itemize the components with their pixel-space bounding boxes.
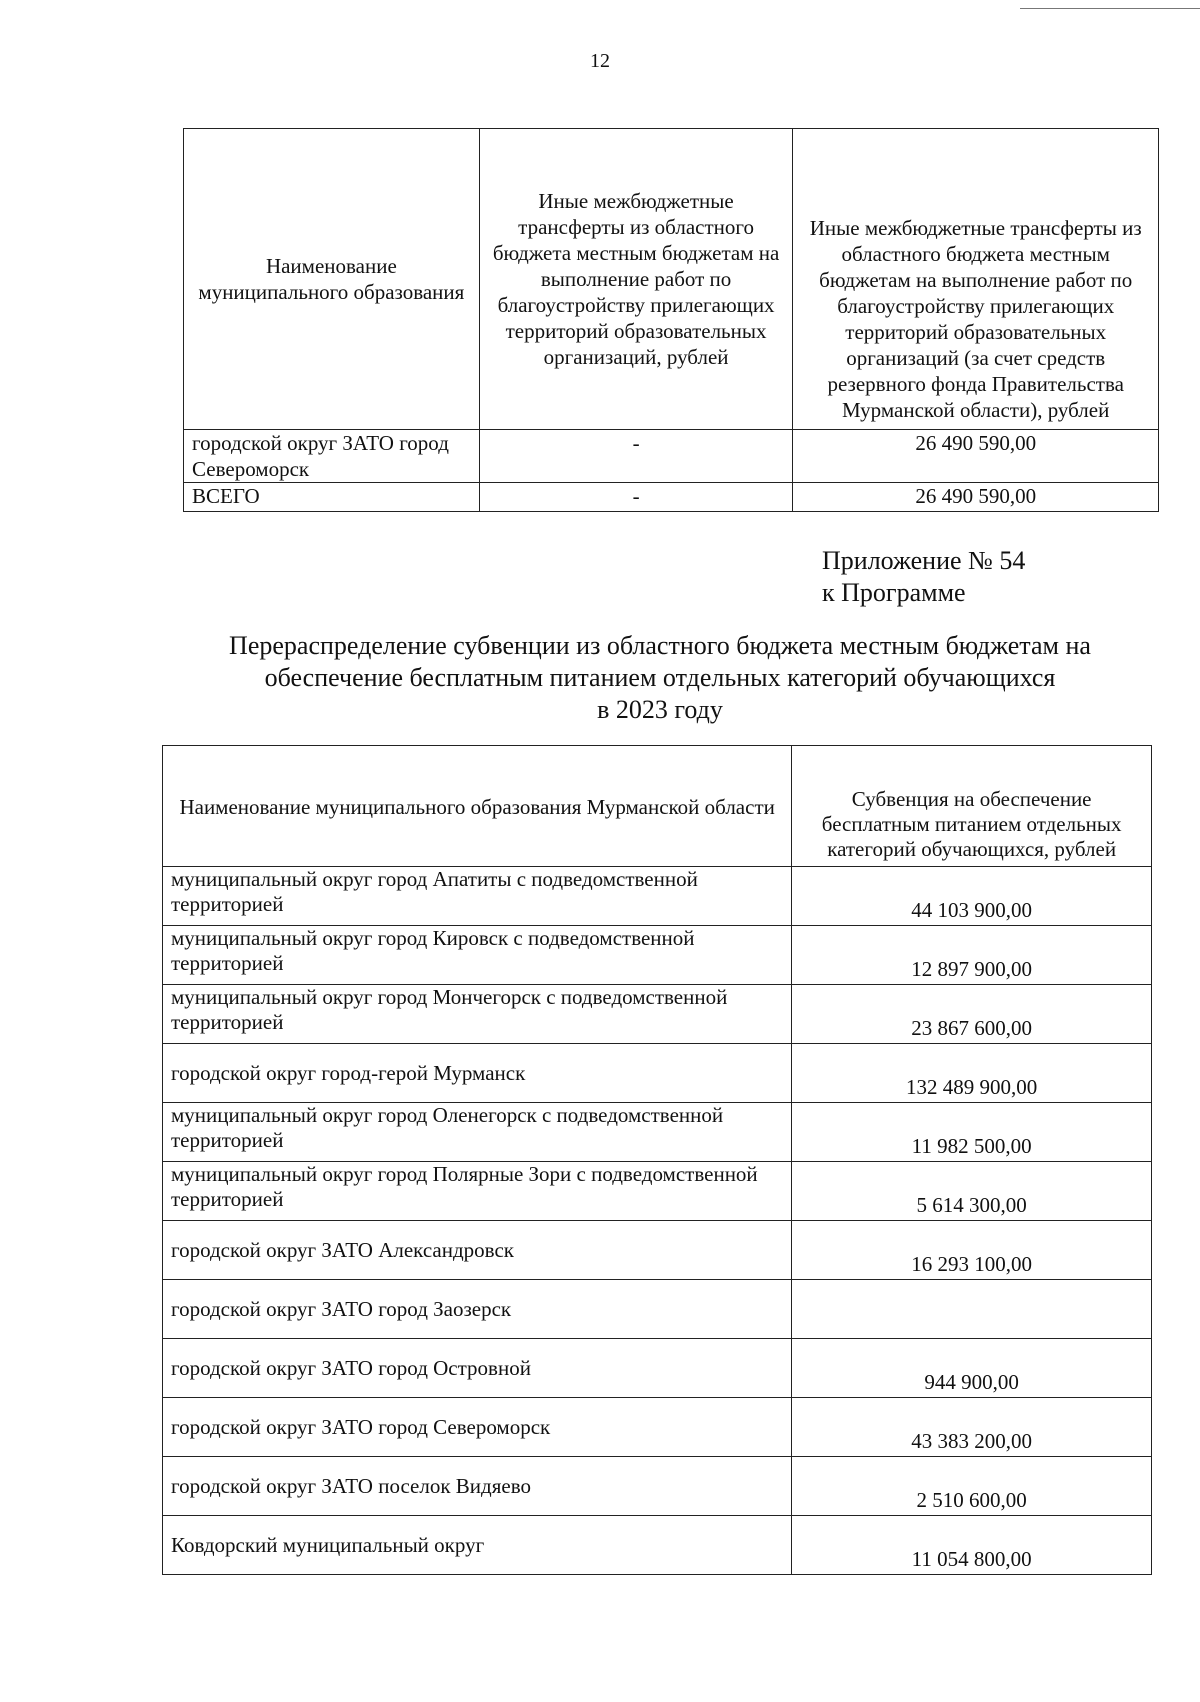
annex-caption — [822, 545, 1025, 609]
row-value: 43 383 200,00 — [792, 1398, 1152, 1457]
annex-reference: к Программе — [822, 578, 966, 607]
row-value: - — [479, 430, 793, 483]
header-municipality: Наименование муниципального образования Мурманской области — [163, 746, 792, 867]
row-name: городской округ ЗАТО город Североморск — [163, 1398, 792, 1457]
total-value: - — [479, 483, 793, 512]
row-name: муниципальный округ город Мончегорск с подведомственной территорией — [163, 985, 792, 1044]
table-row — [163, 985, 1152, 1044]
header-transfers: Иные межбюджетные трансферты из областного бюджета местным бюджетам на выполнение работ по благоустройству прилегающих территорий образовательных организаций, рублей — [479, 129, 793, 430]
annex-number: Приложение № 54 — [822, 546, 1026, 575]
row-value: 2 510 600,00 — [792, 1457, 1152, 1516]
row-name: муниципальный округ город Апатиты с подведомственной территорией — [163, 867, 792, 926]
total-label: ВСЕГО — [184, 483, 480, 512]
row-name: городской округ город-герой Мурманск — [163, 1044, 792, 1103]
row-value: 132 489 900,00 — [792, 1044, 1152, 1103]
row-name: муниципальный округ город Кировск с подведомственной территорией — [163, 926, 792, 985]
section-title — [160, 630, 1160, 726]
row-name: городской округ ЗАТО поселок Видяево — [163, 1457, 792, 1516]
row-value: 5 614 300,00 — [792, 1162, 1152, 1221]
table-row — [163, 1103, 1152, 1162]
row-value: 44 103 900,00 — [792, 867, 1152, 926]
scan-edge-line — [1020, 8, 1200, 9]
row-value: 12 897 900,00 — [792, 926, 1152, 985]
row-name: Ковдорский муниципальный округ — [163, 1516, 792, 1575]
subvention-table — [162, 745, 1152, 1575]
header-subvention: Субвенция на обеспечение бесплатным питанием отдельных категорий обучающихся, рублей — [792, 746, 1152, 867]
table-row — [184, 430, 1159, 483]
total-value: 26 490 590,00 — [793, 483, 1159, 512]
table-row — [163, 926, 1152, 985]
table-total-row — [184, 483, 1159, 512]
row-value: 11 054 800,00 — [792, 1516, 1152, 1575]
title-line: в 2023 году — [597, 695, 723, 724]
row-value: 16 293 100,00 — [792, 1221, 1152, 1280]
row-name: муниципальный округ город Оленегорск с подведомственной территорией — [163, 1103, 792, 1162]
title-line: Перераспределение субвенции из областного бюджета местным бюджетам на — [229, 631, 1091, 660]
row-value: 11 982 500,00 — [792, 1103, 1152, 1162]
table-row — [163, 1516, 1152, 1575]
row-value: 26 490 590,00 — [793, 430, 1159, 483]
row-value: 944 900,00 — [792, 1339, 1152, 1398]
table-row — [163, 1457, 1152, 1516]
table-row — [163, 1339, 1152, 1398]
row-name: городской округ ЗАТО Александровск — [163, 1221, 792, 1280]
header-municipality: Наименование муниципального образования — [184, 129, 480, 430]
header-transfers-reserve: Иные межбюджетные трансферты из областного бюджета местным бюджетам на выполнение работ по благоустройству прилегающих территорий образовательных организаций (за счет средств резервного фонда Правительства Мурманской области), рублей — [793, 129, 1159, 430]
row-name: городской округ ЗАТО город Североморск — [184, 430, 480, 483]
table-row — [163, 1280, 1152, 1339]
table-header-row — [184, 129, 1159, 430]
title-line: обеспечение бесплатным питанием отдельных категорий обучающихся — [264, 663, 1056, 692]
page-number: 12 — [590, 50, 610, 72]
table-row — [163, 1221, 1152, 1280]
row-value: 23 867 600,00 — [792, 985, 1152, 1044]
row-value — [792, 1280, 1152, 1339]
table-row — [163, 1162, 1152, 1221]
table-row — [163, 1398, 1152, 1457]
row-name: муниципальный округ город Полярные Зори с подведомственной территорией — [163, 1162, 792, 1221]
row-name: городской округ ЗАТО город Островной — [163, 1339, 792, 1398]
row-name: городской округ ЗАТО город Заозерск — [163, 1280, 792, 1339]
table-header-row — [163, 746, 1152, 867]
table-row — [163, 1044, 1152, 1103]
table-row — [163, 867, 1152, 926]
transfers-table — [183, 128, 1159, 512]
